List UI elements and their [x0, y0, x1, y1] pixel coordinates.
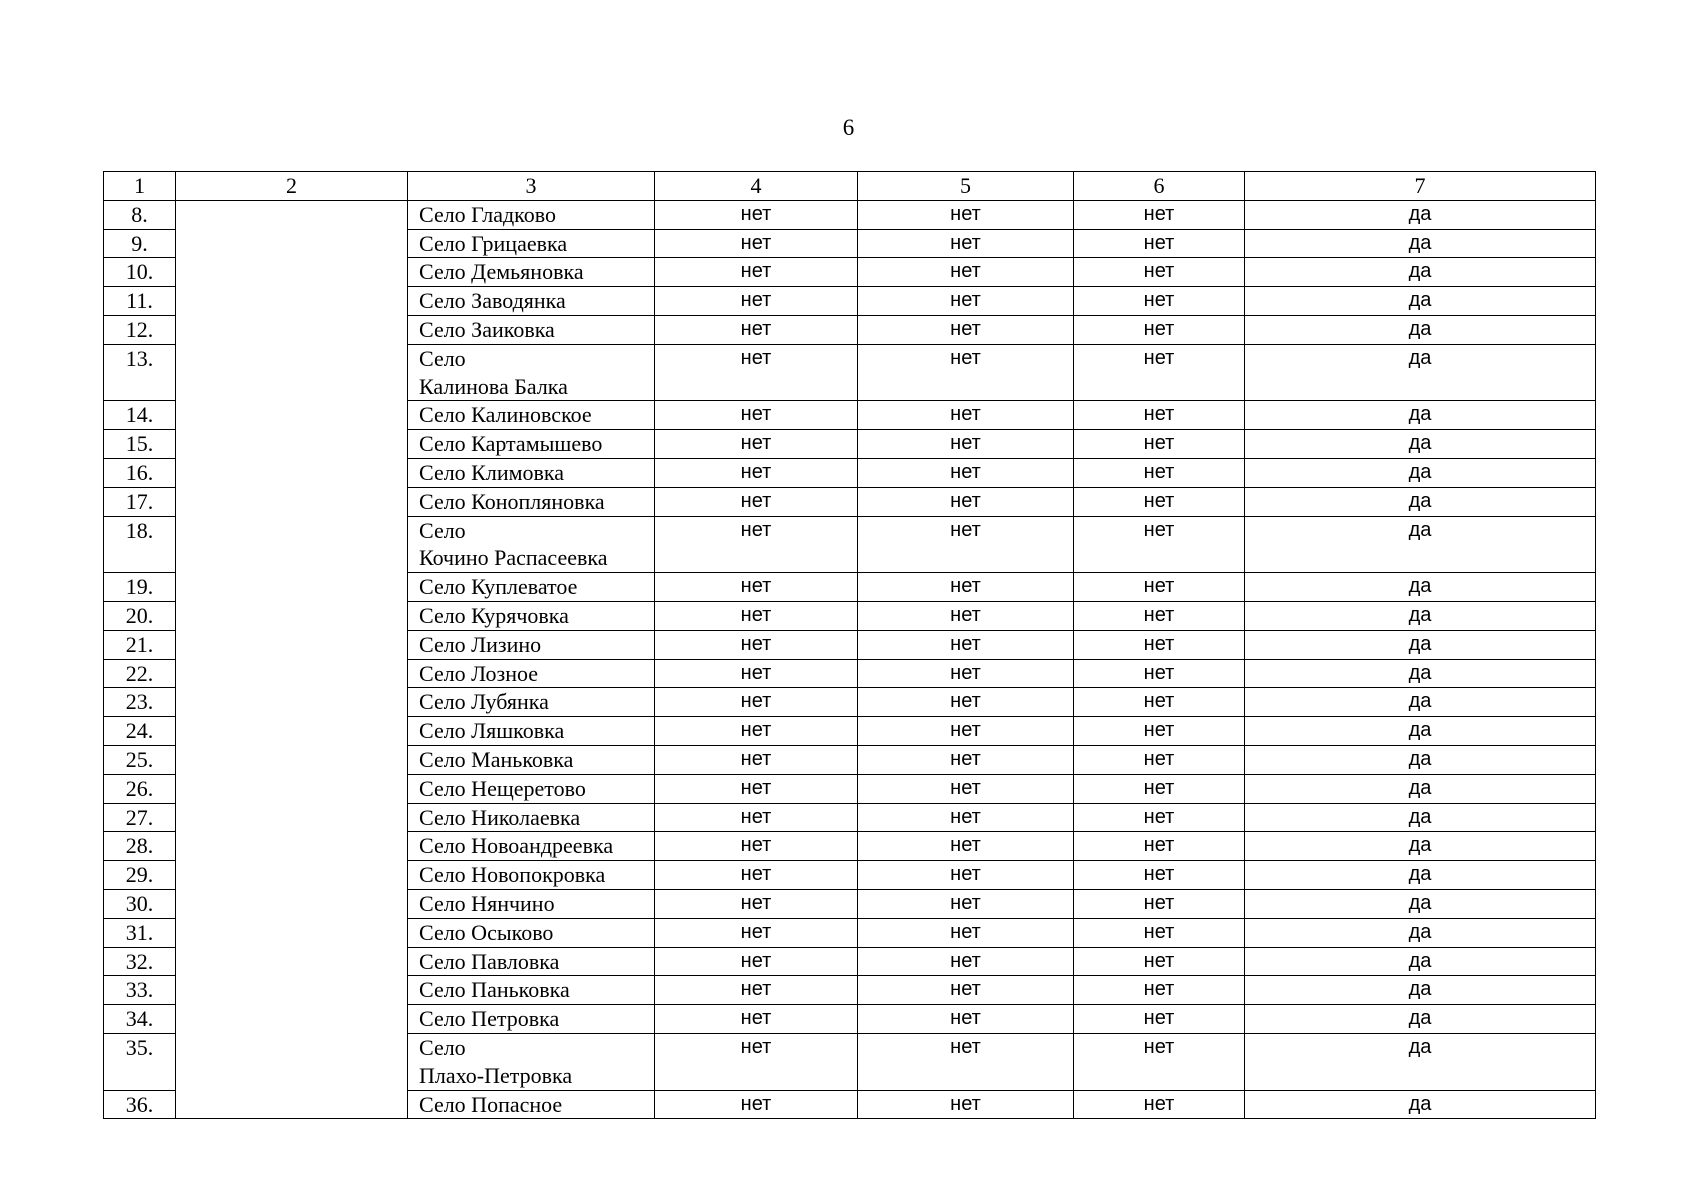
settlement-name-line1: Село Грицаевка [419, 230, 568, 256]
settlement-name [408, 287, 655, 316]
header-cell-5: 5 [858, 172, 1074, 201]
value-cell-4: нет [655, 200, 858, 229]
value-cell-4: нет [655, 573, 858, 602]
settlement-name-line1: Село Ляшковка [419, 718, 565, 744]
settlement-name-line1: Село Новоандреевка [419, 833, 614, 859]
row-number: 18. [104, 516, 176, 573]
settlement-name-line1: Село Климовка [419, 459, 565, 485]
value-cell-7: да [1245, 487, 1596, 516]
settlement-name [408, 516, 655, 573]
value-cell-6: нет [1074, 458, 1245, 487]
settlement-name-line1: Село Лубянка [419, 689, 549, 715]
value-cell-4: нет [655, 315, 858, 344]
value-cell-7: да [1245, 659, 1596, 688]
value-cell-5: нет [858, 717, 1074, 746]
row-number: 34. [104, 1005, 176, 1034]
value-cell-5: нет [858, 258, 1074, 287]
value-cell-6: нет [1074, 200, 1245, 229]
value-cell-4: нет [655, 774, 858, 803]
value-cell-7: да [1245, 832, 1596, 861]
value-cell-4: нет [655, 947, 858, 976]
value-cell-4: нет [655, 458, 858, 487]
settlement-name [408, 774, 655, 803]
settlement-name-line1: Село Попасное [419, 1091, 563, 1117]
settlement-name [408, 630, 655, 659]
value-cell-5: нет [858, 630, 1074, 659]
row-number: 36. [104, 1090, 176, 1119]
value-cell-7: да [1245, 229, 1596, 258]
value-cell-4: нет [655, 688, 858, 717]
settlement-name-line1: Село Гладково [419, 201, 556, 227]
value-cell-6: нет [1074, 258, 1245, 287]
value-cell-4: нет [655, 630, 858, 659]
settlement-name-line1: Село Заиковка [419, 316, 555, 342]
value-cell-5: нет [858, 947, 1074, 976]
value-cell-6: нет [1074, 229, 1245, 258]
value-cell-6: нет [1074, 688, 1245, 717]
settlement-name [408, 1005, 655, 1034]
row-number: 13. [104, 344, 176, 401]
settlement-name-line1: Село Осыково [419, 919, 554, 945]
table-body [104, 172, 1596, 1119]
row-number: 24. [104, 717, 176, 746]
settlement-name-line1: Село Картамышево [419, 431, 603, 457]
settlement-name [408, 659, 655, 688]
row-number: 29. [104, 861, 176, 890]
header-cell-2: 2 [176, 172, 408, 201]
value-cell-4: нет [655, 601, 858, 630]
row-number: 31. [104, 918, 176, 947]
value-cell-7: да [1245, 315, 1596, 344]
value-cell-4: нет [655, 832, 858, 861]
row-number: 19. [104, 573, 176, 602]
value-cell-7: да [1245, 287, 1596, 316]
settlement-name [408, 861, 655, 890]
value-cell-6: нет [1074, 947, 1245, 976]
value-cell-7: да [1245, 1033, 1596, 1090]
value-cell-4: нет [655, 861, 858, 890]
value-cell-4: нет [655, 516, 858, 573]
value-cell-4: нет [655, 487, 858, 516]
settlement-name [408, 717, 655, 746]
settlement-name [408, 229, 655, 258]
row-number: 30. [104, 889, 176, 918]
value-cell-6: нет [1074, 287, 1245, 316]
value-cell-5: нет [858, 458, 1074, 487]
table-row [104, 200, 1596, 229]
row-number: 12. [104, 315, 176, 344]
row-number: 28. [104, 832, 176, 861]
value-cell-6: нет [1074, 487, 1245, 516]
value-cell-6: нет [1074, 832, 1245, 861]
settlement-name-line1: Село Коноплянoвка [419, 488, 605, 514]
value-cell-7: да [1245, 889, 1596, 918]
settlement-name-line1: Село Заводянка [419, 288, 566, 314]
value-cell-6: нет [1074, 918, 1245, 947]
settlement-name [408, 258, 655, 287]
value-cell-7: да [1245, 918, 1596, 947]
row-number: 14. [104, 401, 176, 430]
settlement-name-line1: Село Павловка [419, 948, 560, 974]
table-header-row [104, 172, 1596, 201]
value-cell-7: да [1245, 688, 1596, 717]
value-cell-4: нет [655, 258, 858, 287]
value-cell-6: нет [1074, 1005, 1245, 1034]
value-cell-4: нет [655, 1090, 858, 1119]
row-number: 10. [104, 258, 176, 287]
settlement-name [408, 430, 655, 459]
value-cell-7: да [1245, 601, 1596, 630]
value-cell-5: нет [858, 1090, 1074, 1119]
row-number: 33. [104, 976, 176, 1005]
settlement-name [408, 401, 655, 430]
value-cell-4: нет [655, 976, 858, 1005]
settlement-name-line1: Село Куплеватое [419, 574, 578, 600]
value-cell-6: нет [1074, 976, 1245, 1005]
value-cell-7: да [1245, 401, 1596, 430]
value-cell-5: нет [858, 745, 1074, 774]
settlement-name [408, 832, 655, 861]
value-cell-5: нет [858, 688, 1074, 717]
settlement-name-line1: Село Нянчино [419, 890, 555, 916]
value-cell-4: нет [655, 401, 858, 430]
row-number: 32. [104, 947, 176, 976]
settlement-name-line1: Село Маньковка [419, 746, 574, 772]
settlement-name [408, 344, 655, 401]
value-cell-6: нет [1074, 659, 1245, 688]
value-cell-5: нет [858, 200, 1074, 229]
value-cell-7: да [1245, 717, 1596, 746]
header-cell-6: 6 [1074, 172, 1245, 201]
value-cell-6: нет [1074, 601, 1245, 630]
value-cell-5: нет [858, 430, 1074, 459]
value-cell-7: да [1245, 976, 1596, 1005]
settlement-name-line1: Село Калиновское [419, 402, 592, 428]
row-number: 16. [104, 458, 176, 487]
settlement-name-line1: Село Демьяновка [419, 259, 584, 285]
settlement-name-line1: Село Новопокровка [419, 862, 606, 888]
value-cell-5: нет [858, 889, 1074, 918]
value-cell-6: нет [1074, 401, 1245, 430]
value-cell-5: нет [858, 573, 1074, 602]
settlement-name [408, 918, 655, 947]
value-cell-5: нет [858, 774, 1074, 803]
value-cell-7: да [1245, 774, 1596, 803]
value-cell-4: нет [655, 745, 858, 774]
value-cell-4: нет [655, 344, 858, 401]
header-cell-1: 1 [104, 172, 176, 201]
value-cell-5: нет [858, 401, 1074, 430]
value-cell-6: нет [1074, 630, 1245, 659]
settlement-name [408, 601, 655, 630]
settlement-name-line1: Село Лозное [419, 660, 539, 686]
row-number: 11. [104, 287, 176, 316]
value-cell-4: нет [655, 1033, 858, 1090]
value-cell-5: нет [858, 1033, 1074, 1090]
value-cell-5: нет [858, 229, 1074, 258]
value-cell-5: нет [858, 803, 1074, 832]
row-number: 25. [104, 745, 176, 774]
value-cell-6: нет [1074, 430, 1245, 459]
value-cell-5: нет [858, 976, 1074, 1005]
value-cell-7: да [1245, 630, 1596, 659]
value-cell-7: да [1245, 258, 1596, 287]
value-cell-7: да [1245, 1090, 1596, 1119]
value-cell-6: нет [1074, 889, 1245, 918]
settlement-name-line1: Село Петровка [419, 1006, 560, 1032]
value-cell-7: да [1245, 745, 1596, 774]
header-cell-4: 4 [655, 172, 858, 201]
page-number: 6 [842, 115, 855, 140]
settlement-name [408, 315, 655, 344]
value-cell-6: нет [1074, 803, 1245, 832]
header-cell-7: 7 [1245, 172, 1596, 201]
value-cell-6: нет [1074, 774, 1245, 803]
settlement-name-line2: Плахо-Петровка [419, 1062, 573, 1088]
settlement-name-line1: Село Паньковка [419, 977, 570, 1003]
settlement-name-line2: Калинова Балка [419, 373, 568, 399]
settlement-name-line1: Село Николаевка [419, 804, 581, 830]
row-number: 23. [104, 688, 176, 717]
settlement-name-line1: Село Нещеретово [419, 775, 586, 801]
value-cell-5: нет [858, 315, 1074, 344]
district-cell [176, 200, 408, 1119]
settlement-name [408, 947, 655, 976]
value-cell-5: нет [858, 659, 1074, 688]
row-number: 21. [104, 630, 176, 659]
value-cell-7: да [1245, 458, 1596, 487]
value-cell-5: нет [858, 487, 1074, 516]
value-cell-6: нет [1074, 861, 1245, 890]
value-cell-5: нет [858, 516, 1074, 573]
settlement-name [408, 573, 655, 602]
value-cell-5: нет [858, 601, 1074, 630]
value-cell-7: да [1245, 430, 1596, 459]
value-cell-5: нет [858, 1005, 1074, 1034]
header-cell-3: 3 [408, 172, 655, 201]
value-cell-6: нет [1074, 516, 1245, 573]
settlement-name [408, 1033, 655, 1090]
value-cell-6: нет [1074, 344, 1245, 401]
settlement-name [408, 745, 655, 774]
settlement-name [408, 889, 655, 918]
value-cell-4: нет [655, 889, 858, 918]
value-cell-4: нет [655, 1005, 858, 1034]
value-cell-4: нет [655, 430, 858, 459]
settlement-name [408, 487, 655, 516]
row-number: 26. [104, 774, 176, 803]
settlement-name-line2: Кочино Распасеевка [419, 545, 608, 571]
row-number: 15. [104, 430, 176, 459]
settlement-name [408, 803, 655, 832]
row-number: 35. [104, 1033, 176, 1090]
value-cell-6: нет [1074, 1033, 1245, 1090]
value-cell-5: нет [858, 861, 1074, 890]
value-cell-6: нет [1074, 573, 1245, 602]
value-cell-4: нет [655, 659, 858, 688]
settlement-name [408, 458, 655, 487]
settlement-name-line1: Село [419, 517, 466, 543]
settlements-table [103, 171, 1596, 1119]
settlement-name-line1: Село [419, 345, 466, 371]
value-cell-7: да [1245, 573, 1596, 602]
settlement-name [408, 200, 655, 229]
settlement-name-line1: Село [419, 1034, 466, 1060]
value-cell-7: да [1245, 861, 1596, 890]
settlement-name-line1: Село Лизино [419, 631, 542, 657]
value-cell-7: да [1245, 200, 1596, 229]
value-cell-4: нет [655, 717, 858, 746]
value-cell-4: нет [655, 287, 858, 316]
value-cell-7: да [1245, 803, 1596, 832]
value-cell-7: да [1245, 1005, 1596, 1034]
value-cell-7: да [1245, 947, 1596, 976]
value-cell-4: нет [655, 803, 858, 832]
value-cell-5: нет [858, 918, 1074, 947]
value-cell-6: нет [1074, 745, 1245, 774]
settlement-name [408, 1090, 655, 1119]
value-cell-5: нет [858, 832, 1074, 861]
value-cell-6: нет [1074, 717, 1245, 746]
row-number: 9. [104, 229, 176, 258]
settlement-name-line1: Село Курячовка [419, 602, 569, 628]
settlement-name [408, 688, 655, 717]
value-cell-5: нет [858, 344, 1074, 401]
value-cell-4: нет [655, 918, 858, 947]
row-number: 17. [104, 487, 176, 516]
value-cell-5: нет [858, 287, 1074, 316]
value-cell-6: нет [1074, 1090, 1245, 1119]
row-number: 27. [104, 803, 176, 832]
value-cell-4: нет [655, 229, 858, 258]
settlement-name [408, 976, 655, 1005]
row-number: 8. [104, 200, 176, 229]
row-number: 20. [104, 601, 176, 630]
value-cell-7: да [1245, 516, 1596, 573]
value-cell-7: да [1245, 344, 1596, 401]
row-number: 22. [104, 659, 176, 688]
value-cell-6: нет [1074, 315, 1245, 344]
